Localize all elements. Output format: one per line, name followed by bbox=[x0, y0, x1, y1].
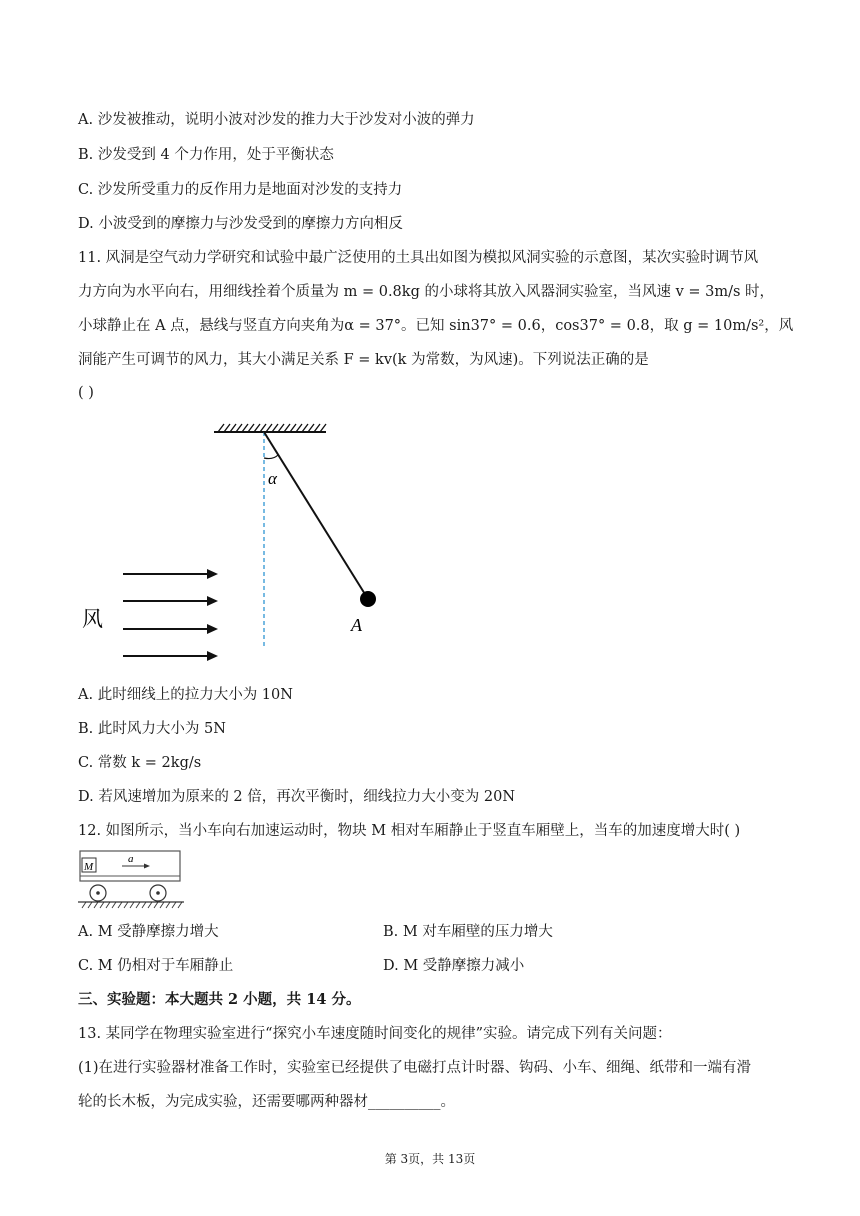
q12-option-d: D. M 受静摩擦力减小 bbox=[383, 958, 525, 974]
q11-option-a: A. 此时细线上的拉力大小为 10N bbox=[78, 687, 293, 703]
q11-option-d: D. 若风速增加为原来的 2 倍，再次平衡时，细线拉力大小变为 20N bbox=[78, 789, 516, 805]
q11-option-c: C. 常数 k = 2kg/s bbox=[78, 755, 202, 771]
page-footer: 第 3页，共 13页 bbox=[384, 1152, 476, 1166]
q11-stem-line-2: 力方向为水平向右，用细线拴着个质量为 m = 0.8kg 的小球将其放入风器洞实验室，当风速 v = 3m/s 时， bbox=[78, 284, 775, 300]
cart-figure bbox=[78, 848, 188, 912]
section-3-heading: 三、实验题：本大题共 2 小题，共 14 分。 bbox=[78, 991, 361, 1008]
q13-part1-line-1: (1)在进行实验器材准备工作时，实验室已经提供了电磁打点计时器、钩码、小车、细绳、纸带和一端有滑 bbox=[78, 1060, 752, 1076]
angle-alpha-label: α bbox=[268, 469, 277, 488]
q13-stem: 13. 某同学在物理实验室进行“探究小车速度随时间变化的规律”实验。请完成下列有关问题： bbox=[78, 1026, 672, 1042]
block-m-label: M bbox=[84, 861, 94, 873]
suspension-string bbox=[264, 432, 368, 599]
q12-option-b: B. M 对车厢壁的压力增大 bbox=[383, 924, 553, 940]
wind-arrows bbox=[123, 569, 218, 661]
ball bbox=[360, 591, 376, 607]
point-a-label: A bbox=[351, 615, 362, 635]
wind-tunnel-figure bbox=[78, 418, 398, 678]
wind-label: 风 bbox=[82, 607, 103, 631]
q13-part1-line-2: 轮的长木板，为完成实验，还需要哪两种器材__________。 bbox=[78, 1094, 455, 1110]
q11-answer-bracket: ( ) bbox=[78, 385, 94, 401]
q11-stem-line-4: 洞能产生可调节的风力，其大小满足关系 F = kv(k 为常数，为风速)。下列说法正确的是 bbox=[78, 352, 649, 368]
q10-option-d: D. 小波受到的摩擦力与沙发受到的摩擦力方向相反 bbox=[78, 216, 403, 232]
accel-label: a bbox=[128, 853, 134, 865]
q12-option-c: C. M 仍相对于车厢静止 bbox=[78, 958, 234, 974]
ceiling bbox=[214, 424, 326, 432]
q11-stem-line-3: 小球静止在 A 点，悬线与竖直方向夹角为α = 37°。已知 sin37° = 0.6，cos37° = 0.8，取 g = 10m/s²，风 bbox=[78, 318, 794, 334]
angle-arc bbox=[264, 455, 278, 459]
q12-stem: 12. 如图所示，当小车向右加速运动时，物块 M 相对车厢静止于竖直车厢壁上，当车的加速度增大时( ) bbox=[78, 823, 741, 839]
q11-option-b: B. 此时风力大小为 5N bbox=[78, 721, 226, 737]
q10-option-a: A. 沙发被推动，说明小波对沙发的推力大于沙发对小波的弹力 bbox=[78, 112, 475, 128]
q12-option-a: A. M 受静摩擦力增大 bbox=[78, 924, 219, 940]
q10-option-b: B. 沙发受到 4 个力作用，处于平衡状态 bbox=[78, 147, 334, 163]
q10-option-c: C. 沙发所受重力的反作用力是地面对沙发的支持力 bbox=[78, 182, 403, 198]
q11-stem-line-1: 11. 风洞是空气动力学研究和试验中最广泛使用的土具出如图为模拟风洞实验的示意图，某次实验时调节风 bbox=[78, 250, 759, 266]
